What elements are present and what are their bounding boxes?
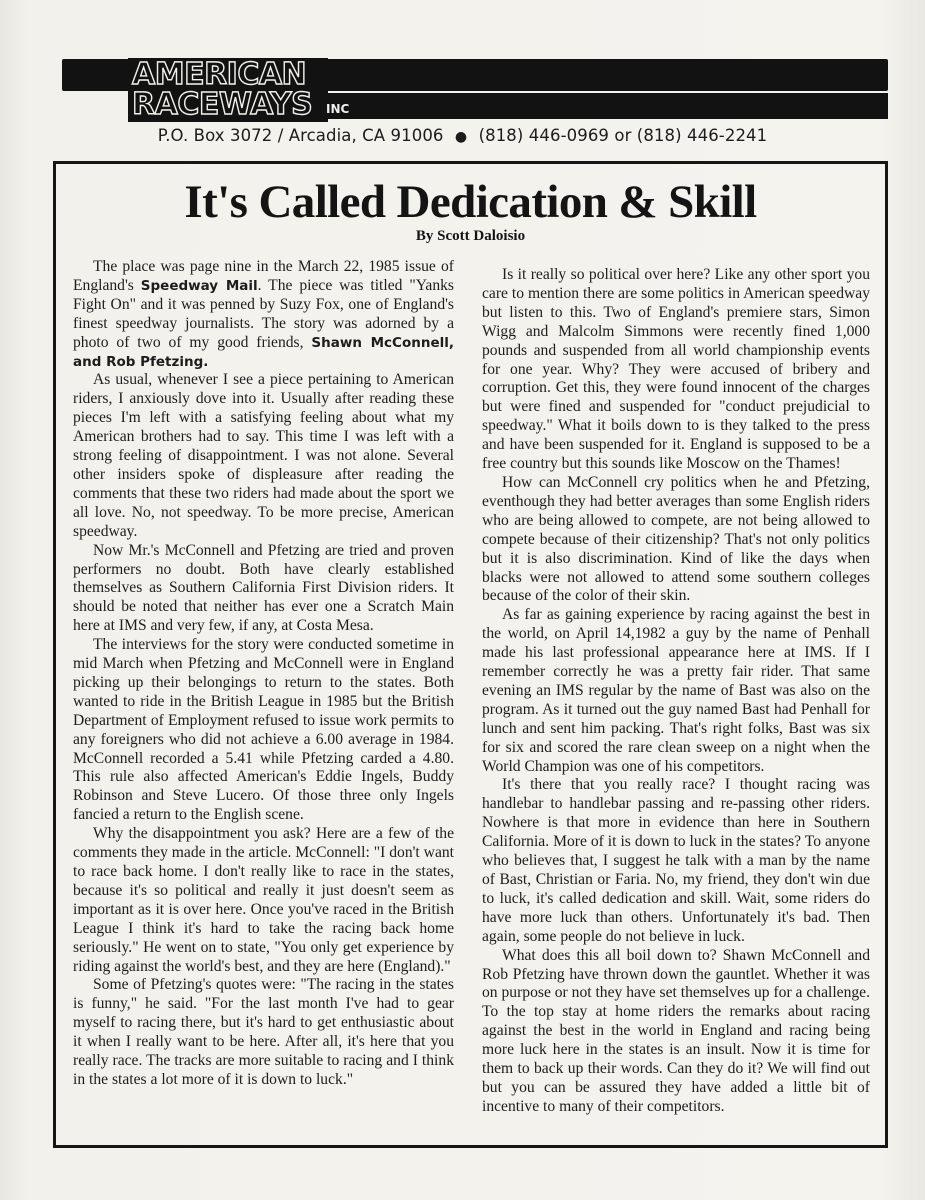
paragraph: Some of Pfetzing's quotes were: "The racing in the states is funny," he said. "For the last month I've had to gear myself to racing there, but it's hard to get enthusiastic about it when I really want to be here. After all, it's here that you really race. The tracks are more suitable to racing and I think in the states a lot more of it is down to luck." xyxy=(73,976,454,1088)
paragraph: What does this all boil down to? Shawn McConnell and Rob Pfetzing have thrown down the gauntlet. Whether it was on purpose or not they have set themselves up for a challenge. To the top stay at home riders the remarks about racing against the best in the world in England and racing being more luck here in the states is an insult. Now it is time for them to back up their words. Can they do it? We will find out but you can be assured they have added a little bit of incentive to many of their competitors. xyxy=(482,946,870,1115)
paragraph: As usual, whenever I see a piece pertaining to American riders, I anxiously dove into it. Usually after reading these pieces I'm left with a satisfying feeling about what my American brothers had to say. This time I was left with a strong feeling of disappointment. I was not alone. Several other insiders spoke of displeasure after reading the comments that these two riders had made about the sport we all love. No, not speedway. To be more precise, American speedway. xyxy=(73,371,454,540)
article-column-right xyxy=(482,266,870,1117)
article-title: It's Called Dedication & Skill xyxy=(184,176,757,228)
article-byline: By Scott Daloisio xyxy=(415,228,526,244)
paragraph: As far as gaining experience by racing against the best in the world, on April 14,1982 a guy by the name of Penhall made his last professional appearance here at IMS. If I remember correctly he was a pretty fair rider. That same evening an IMS regular by the name of Bast was also on the program. As it turned out the guy named Bast had Penhall for lunch and sent him packing. That's right folks, Bast was six for six and scored the rare clean sweep on a night when the World Champion was one of his competitors. xyxy=(482,606,870,775)
paragraph: The place was page nine in the March 22, 1985 issue of England's Speedway Mail. The piece was titled "Yanks Fight On" and it was penned by Suzy Fox, one of England's finest speedway journalists. The story was adorned by a photo of two of my good friends, Shawn McConnell, and Rob Pfetzing. xyxy=(73,258,454,370)
masthead-bar-lower xyxy=(322,93,888,119)
article-column-left xyxy=(73,258,454,1090)
postal-address: P.O. Box 3072 / Arcadia, CA 91006 xyxy=(157,126,444,145)
logo-inc: INC xyxy=(326,102,350,116)
logo-line-american: AMERICAN xyxy=(132,57,307,92)
american-raceways-logo xyxy=(128,57,350,122)
paragraph: Now Mr.'s McConnell and Pfetzing are tried and proven performers no doubt. Both have clearly established themselves as Southern California First Division riders. It should be noted that neither has ever one a Scratch Main here at IMS and very few, if any, at Costa Mesa. xyxy=(73,541,454,635)
paragraph: How can McConnell cry politics when he and Pfetzing, eventhough they had better averages than some English riders who are being allowed to compete, are not being allowed to compete because of their citizenship? That's not only politics but it is also discrimination. Kind of like the days when blacks were not allowed to attend some southern colleges because of the color of their skin. xyxy=(482,473,870,605)
paragraph: It's there that you really race? I thought racing was handlebar to handlebar passing and re-passing other riders. Nowhere is that more in evidence than here in Southern California. More of it is down to luck in the states? To anyone who believes that, I suggest he talk with a man by the name of Bast, Christian or Faria. No, my friend, they don't win due to luck, it's called dedication and skill. Wait, some riders do have more luck than others. Unfortunately it's bad. Then again, some people do not believe in luck. xyxy=(482,776,870,945)
paragraph: Why the disappointment you ask? Here are a few of the comments they made in the article. McConnell: "I don't want to race back home. I don't really like to race in the states, because it's so political and really it just doesn't seem as important as it is over here. Once you've raced in the British League I think it's hard to take the racing back home seriously." He went on to state, "You only get experience by riding against the world's best, and they are here (England)." xyxy=(73,825,454,975)
phone-numbers: (818) 446-0969 or (818) 446-2241 xyxy=(478,126,768,145)
paragraph: The interviews for the story were conducted sometime in mid March when Pfetzing and McConnell were in England picking up their belongings to return to the states. Both wanted to ride in the British League in 1985 but the British Department of Employment refused to issue work permits to any foreigners who did not achieve a 6.00 average in 1984. McConnell recorded a 5.41 while Pfetzing carded a 4.80. This rule also affected American's Eddie Ingels, Buddy Robinson and Steve Lucero. Of those three only Ingels fancied a return to the English scene. xyxy=(73,636,454,824)
logo-line-raceways: RACEWAYS xyxy=(132,87,313,122)
paragraph: Is it really so political over here? Like any other sport you care to mention there are some politics in American speedway but listen to this. Two of England's premiere stars, Simon Wigg and Malcolm Simmons were recently fined 1,000 pounds and suspended from all world championship events for one year. Why? They were accused of bribery and corruption. Get this, they were found innocent of the charges but were fined and suspended for "conduct prejudicial to speedway." What it boils down to is they talked to the press and have been suspended for it. England is supposed to be a free country but this sounds like Moscow on the Thames! xyxy=(482,266,870,473)
bullet-separator-icon: ● xyxy=(454,129,468,145)
masthead-address-line xyxy=(0,126,925,145)
